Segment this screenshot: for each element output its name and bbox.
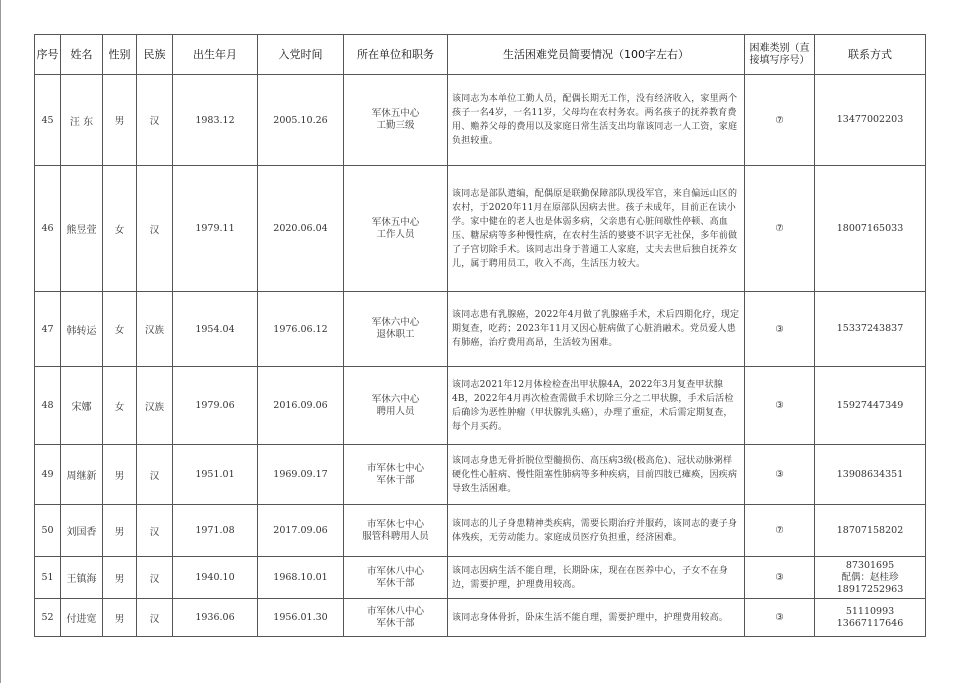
- page-edge: [0, 0, 1, 683]
- cell-birth: 1936.06: [173, 599, 258, 637]
- cell-ethnicity: 汉: [137, 445, 173, 505]
- cell-situation: 该同志身患无骨折脱位型髓损伤、高压病3级(极高危)、冠状动脉粥样硬化性心脏病、慢性阻塞性肺病等多种疾病，目前四肢已瘫痪，因疾病导致生活困难。: [448, 445, 745, 505]
- table-row: [35, 557, 926, 599]
- cell-category: ③: [745, 557, 815, 599]
- unit-line: 军休干部: [376, 474, 415, 486]
- cell-gender: 女: [103, 367, 137, 445]
- cell-ethnicity: 汉族: [137, 367, 173, 445]
- cell-contact: [815, 599, 926, 637]
- cell-unit: [344, 505, 448, 557]
- unit-line: 军休六中心: [371, 393, 420, 405]
- cell-category: ③: [745, 445, 815, 505]
- table-row: [35, 292, 926, 367]
- cell-join-party: 1976.06.12: [258, 292, 344, 367]
- table-row: [35, 445, 926, 505]
- cell-name: 熊昱萱: [61, 166, 103, 292]
- cell-category: ③: [745, 292, 815, 367]
- cell-name: 付进宽: [61, 599, 103, 637]
- cell-name: 刘国香: [61, 505, 103, 557]
- header-row: [35, 35, 926, 75]
- unit-line: 军休六中心: [371, 317, 420, 328]
- cell-birth: 1979.11: [173, 166, 258, 292]
- header-index: 序号: [35, 35, 61, 75]
- cell-contact: [815, 292, 926, 367]
- cell-situation: 该同志为本单位工勤人员，配偶长期无工作，没有经济收入，家里两个孩子一名4岁，一名11岁，父母均在农村务农。两名孩子的抚养教育费用、赡养父母的费用以及家庭日常生活支出均靠该同志一人工资，家庭负担较重。: [448, 75, 745, 166]
- header-category: 困难类别（直接填写序号）: [745, 35, 815, 75]
- member-table: [34, 34, 926, 637]
- unit-line: 聘用人员: [376, 405, 415, 417]
- contact-line: 87301695: [845, 559, 895, 571]
- cell-gender: 男: [103, 557, 137, 599]
- cell-index: 51: [35, 557, 61, 599]
- cell-index: 52: [35, 599, 61, 637]
- contact-line: 51110993: [845, 605, 895, 617]
- cell-category: ③: [745, 599, 815, 637]
- unit-line: 工作人员: [376, 228, 415, 240]
- cell-gender: 男: [103, 599, 137, 637]
- unit-line: 市军休八中心: [366, 605, 424, 617]
- cell-birth: 1983.12: [173, 75, 258, 166]
- header-name: 姓名: [61, 35, 103, 75]
- cell-birth: 1971.08: [173, 505, 258, 557]
- cell-category: ⑦: [745, 505, 815, 557]
- cell-name: 汪 东: [61, 75, 103, 166]
- cell-name: 王镇海: [61, 557, 103, 599]
- header-situation: 生活困难党员简要情况（100字左右）: [448, 35, 745, 75]
- cell-gender: 男: [103, 75, 137, 166]
- cell-ethnicity: 汉: [137, 505, 173, 557]
- cell-category: ⑦: [745, 166, 815, 292]
- unit-line: 市军休七中心: [366, 518, 424, 530]
- cell-contact: [815, 367, 926, 445]
- contact-line: 18707158202: [836, 524, 904, 536]
- cell-gender: 女: [103, 166, 137, 292]
- header-contact: 联系方式: [815, 35, 926, 75]
- cell-situation: 该同志是部队遣编，配偶原是联勤保障部队现役军官，来自偏远山区的农村，于2020年11月在原部队因病去世。孩子未成年，目前正在读小学。家中健在的老人也是体弱多病，父亲患有心脏间歇性停顿、高血压、糖尿病等多种慢性病，在农村生活的婆婆不识字无社保，多年前做了子宫切除手术。该同志出身于普通工人家庭，丈夫去世后独自抚养女儿，属于聘用员工，收入不高，生活压力较大。: [448, 166, 745, 292]
- cell-index: 45: [35, 75, 61, 166]
- header-birth: 出生年月: [173, 35, 258, 75]
- cell-name: 韩转运: [61, 292, 103, 367]
- unit-line: 服管科聘用人员: [362, 530, 429, 542]
- cell-name: 宋娜: [61, 367, 103, 445]
- cell-join-party: 1968.10.01: [258, 557, 344, 599]
- unit-line: 市军休八中心: [366, 565, 424, 577]
- contact-line: 18007165033: [836, 222, 904, 234]
- cell-ethnicity: 汉: [137, 75, 173, 166]
- cell-situation: 该同志身体骨折，卧床生活不能自理，需要护理中，护理费用较高。: [448, 599, 745, 637]
- table-row: [35, 75, 926, 166]
- cell-situation: 该同志的儿子身患精神类疾病，需要长期治疗并服药，该同志的妻子身体残疾，无劳动能力。家庭成员医疗负担重，经济困难。: [448, 505, 745, 557]
- cell-ethnicity: 汉: [137, 557, 173, 599]
- header-join-party: 入党时间: [258, 35, 344, 75]
- cell-contact: [815, 445, 926, 505]
- cell-unit: [344, 166, 448, 292]
- cell-join-party: 2020.06.04: [258, 166, 344, 292]
- cell-unit: [344, 292, 448, 367]
- cell-unit: [344, 367, 448, 445]
- unit-line: 市军休七中心: [366, 462, 424, 474]
- contact-line: 18917252963: [836, 583, 904, 595]
- unit-line: 工勤三级: [376, 120, 415, 131]
- cell-index: 47: [35, 292, 61, 367]
- table-row: [35, 505, 926, 557]
- contact-line: 15927447349: [836, 399, 904, 411]
- cell-ethnicity: 汉: [137, 599, 173, 637]
- cell-join-party: 2017.09.06: [258, 505, 344, 557]
- cell-unit: [344, 445, 448, 505]
- cell-ethnicity: 汉: [137, 166, 173, 292]
- cell-situation: 该同志患有乳腺癌，2022年4月做了乳腺癌手术，术后四期化疗，现定期复查，吃药；2023年11月又因心脏病做了心脏消融术。党员爱人患有肺癌，治疗费用高昂，生活较为困难。: [448, 292, 745, 367]
- table-row: [35, 166, 926, 292]
- unit-line: 军休干部: [376, 617, 415, 629]
- header-ethnicity: 民族: [137, 35, 173, 75]
- cell-join-party: 2005.10.26: [258, 75, 344, 166]
- cell-unit: [344, 75, 448, 166]
- table-row: [35, 367, 926, 445]
- cell-ethnicity: 汉族: [137, 292, 173, 367]
- cell-birth: 1954.04: [173, 292, 258, 367]
- cell-unit: [344, 557, 448, 599]
- cell-contact: [815, 166, 926, 292]
- cell-gender: 男: [103, 505, 137, 557]
- unit-line: 军休五中心: [371, 216, 420, 228]
- cell-unit: [344, 599, 448, 637]
- cell-situation: 该同志2021年12月体检检查出甲状腺4A，2022年3月复查甲状腺4B，2022年4月再次检查需做手术切除三分之二甲状腺，手术后活检后确诊为恶性肿瘤（甲状腺乳头癌），办理了重症，术后需定期复查，每个月买药。: [448, 367, 745, 445]
- contact-line: 配偶：赵桂珍: [841, 571, 899, 583]
- cell-category: ⑦: [745, 75, 815, 166]
- contact-line: 15337243837: [836, 323, 904, 334]
- cell-name: 周继新: [61, 445, 103, 505]
- cell-contact: [815, 75, 926, 166]
- cell-contact: [815, 557, 926, 599]
- cell-gender: 男: [103, 445, 137, 505]
- header-unit: 所在单位和职务: [344, 35, 448, 75]
- unit-line: 退休职工: [376, 329, 415, 340]
- cell-birth: 1979.06: [173, 367, 258, 445]
- cell-category: ③: [745, 367, 815, 445]
- cell-contact: [815, 505, 926, 557]
- cell-birth: 1940.10: [173, 557, 258, 599]
- cell-index: 49: [35, 445, 61, 505]
- cell-index: 50: [35, 505, 61, 557]
- contact-line: 13667117646: [836, 617, 904, 629]
- unit-line: 军休干部: [376, 577, 415, 589]
- contact-line: 13908634351: [836, 468, 904, 480]
- cell-join-party: 2016.09.06: [258, 367, 344, 445]
- cell-join-party: 1969.09.17: [258, 445, 344, 505]
- cell-gender: 女: [103, 292, 137, 367]
- contact-line: 13477002203: [836, 114, 904, 125]
- cell-join-party: 1956.01.30: [258, 599, 344, 637]
- cell-birth: 1951.01: [173, 445, 258, 505]
- unit-line: 军休五中心: [371, 108, 420, 119]
- table-row: [35, 599, 926, 637]
- header-gender: 性别: [103, 35, 137, 75]
- cell-situation: 该同志因病生活不能自理，长期卧床，现在在医养中心，子女不在身边，需要护理，护理费用较高。: [448, 557, 745, 599]
- cell-index: 48: [35, 367, 61, 445]
- cell-index: 46: [35, 166, 61, 292]
